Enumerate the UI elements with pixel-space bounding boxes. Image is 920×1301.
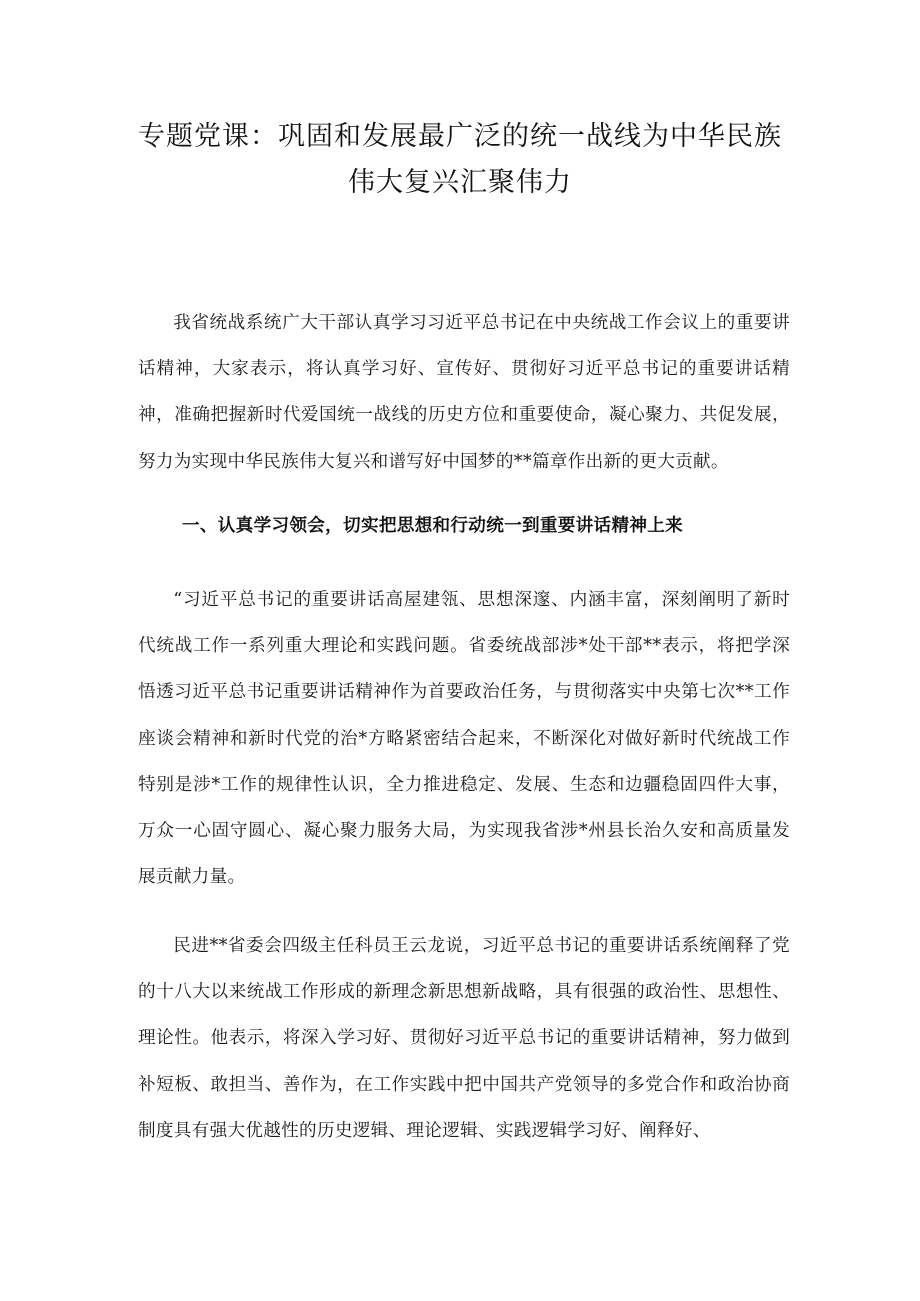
body-paragraph-3: 民进**省委会四级主任科员王云龙说，习近平总书记的重要讲话系统阐释了党的十八大以来统战工作形成的新理念新思想新战略，具有很强的政治性、思想性、理论性。他表示，将深入学习好、贯彻好习近平总书记的重要讲话精神，努力做到补短板、敢担当、善作为，在工作实践中把中国共产党领导的多党合作和政治协商制度具有强大优越性的历史逻辑、理论逻辑、实践逻辑学习好、阐释好、 <box>138 936 790 1141</box>
body-paragraph-1: 我省统战系统广大干部认真学习习近平总书记在中央统战工作会议上的重要讲话精神，大家表示，将认真学习好、宣传好、贯彻好习近平总书记的重要讲话精神，准确把握新时代爱国统一战线的历史方位和重要使命，凝心聚力、共促发展，努力为实现中华民族伟大复兴和谱写好中国梦的**篇章作出新的更大贡献。 <box>138 313 790 472</box>
section-heading-1: 一、认真学习领会，切实把思想和行动统一到重要讲话精神上来 <box>182 516 684 536</box>
document-title-line-2: 伟大复兴汇聚伟力 <box>348 167 572 198</box>
document-title-line-1: 专题党课：巩固和发展最广泛的统一战线为中华民族 <box>138 121 782 152</box>
body-paragraph-2: “习近平总书记的重要讲话高屋建瓴、思想深邃、内涵丰富，深刻阐明了新时代统战工作一系列重大理论和实践问题。省委统战部涉*处干部**表示，将把学深悟透习近平总书记重要讲话精神作为首要政治任务，与贯彻落实中央第七次**工作座谈会精神和新时代党的治*方略紧密结合起来，不断深化对做好新时代统战工作特别是涉*工作的规律性认识，全力推进稳定、发展、生态和边疆稳固四件大事，万众一心固守圆心、凝心聚力服务大局，为实现我省涉*州县长治久安和高质量发展贡献力量。 <box>138 590 790 888</box>
